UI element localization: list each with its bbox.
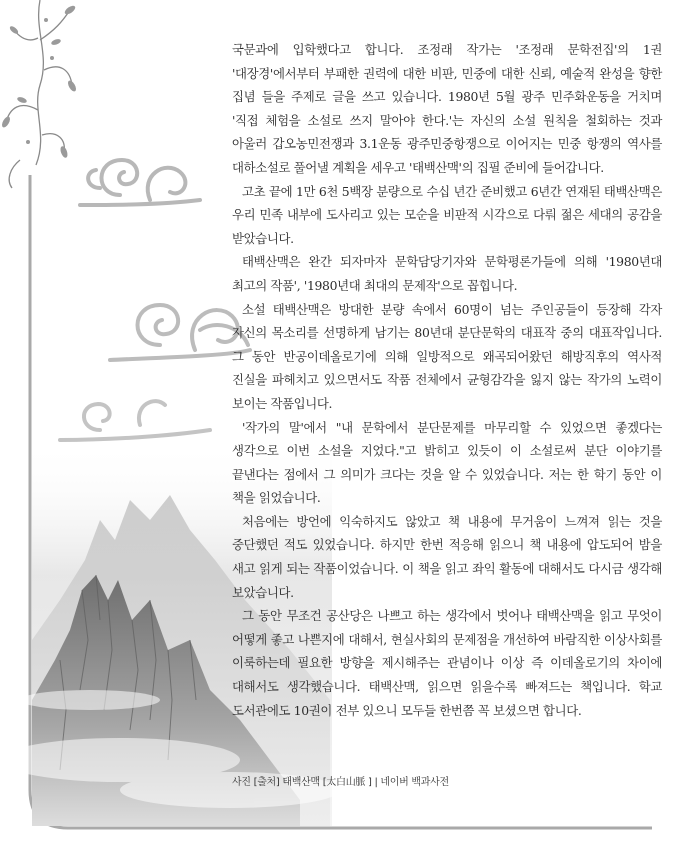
article-paragraph: 처음에는 방언에 익숙하지도 않았고 책 내용에 무거움이 느껴져 읽는 것을 중단했던 적도 있었습니다. 하지만 한번 적응해 읽으니 책 내용에 압도되어 밤을 새고 읽게 되는 작품이었습니다. 이 책을 읽고 좌익 활동에 대해서도 다시금 생각해 보았습니다. [232,513,662,600]
cloud-swirl-ornament-icon [110,305,250,360]
vine-ornament-icon [0,0,77,188]
article-body [232,38,662,722]
article-paragraph: 국문과에 입학했다고 합니다. 조정래 작가는 '조정래 문학전집'의 1권 '대장경'에서부터 부패한 권력에 대한 비판, 민중에 대한 신뢰, 예술적 완성을 향한 집념 들을 주제로 글을 쓰고 있습니다. 1980년 5월 광주 민주화운동을 거치며 '직접 체험을 소설로 쓰지 말아야 한다.'는 자신의 소설 원칙을 철회하는 것과 아울러 갑오농민전쟁과 3.1운동 광주민중항쟁으로 이어지는 민중 항쟁의 역사를 대하소설로 풀어낼 계획을 세우고 '태백산맥'의 집필 준비에 들어갑니다. [232,42,662,175]
article-paragraph: 고초 끝에 1만 6천 5백장 분량으로 수십 년간 준비했고 6년간 연재된 태백산맥은 우리 민족 내부에 도사리고 있는 모순을 비판적 시각으로 다뤄 젊은 세대의 공감을 받았습니다. [232,183,662,246]
cloud-swirl-ornament-icon [60,401,210,440]
article-paragraph: 태백산맥은 완간 되자마자 문학담당기자와 문학평론가들에 의해 '1980년대 최고의 작품', '1980년대 최대의 문제작'으로 꼽힙니다. [232,254,662,293]
cloud-swirl-ornament-icon [80,160,200,205]
article-paragraph: 그 동안 무조건 공산당은 나쁘고 하는 생각에서 벗어나 태백산맥을 읽고 무엇이 어떻게 좋고 나쁜지에 대해서, 현실사회의 문제점을 개선하여 바람직한 이상사회를 이룩하는데 필요한 방향을 제시해주는 관념이나 이상 즉 이데올로기의 차이에 대해서도 생각했습니다. 태백산맥, 읽으면 읽을수록 빠져드는 책입니다. 학교 도서관에도 10권이 전부 있으니 모두들 한번쯤 꼭 보셨으면 합니다. [232,608,662,718]
article-paragraph: '작가의 말'에서 "내 문학에서 분단문제를 마무리할 수 있었으면 좋겠다는 생각으로 이번 소설을 지었다."고 밝히고 있듯이 이 소설로써 분단 이야기를 끝낸다는 점에서 그 의미가 크다는 것을 알 수 있었습니다. 저는 한 학기 동안 이 책을 읽었습니다. [232,419,662,506]
article-paragraph: 소설 태백산맥은 방대한 분량 속에서 60명이 넘는 주인공들이 등장해 각자 자신의 목소리를 선명하게 남기는 80년대 분단문학의 대표작 중의 대표작입니다. 그 동안 반공이데올로기에 의해 일방적으로 왜곡되어왔던 해방직후의 역사적 진실을 파헤치고 있으면서도 작품 전체에서 균형감각을 잃지 않는 작가의 노력이 보이는 작품입니다. [232,301,662,411]
photo-caption: 사진 [출처] 태백산맥 [太白山脈 ] | 네이버 백과사전 [232,777,449,788]
